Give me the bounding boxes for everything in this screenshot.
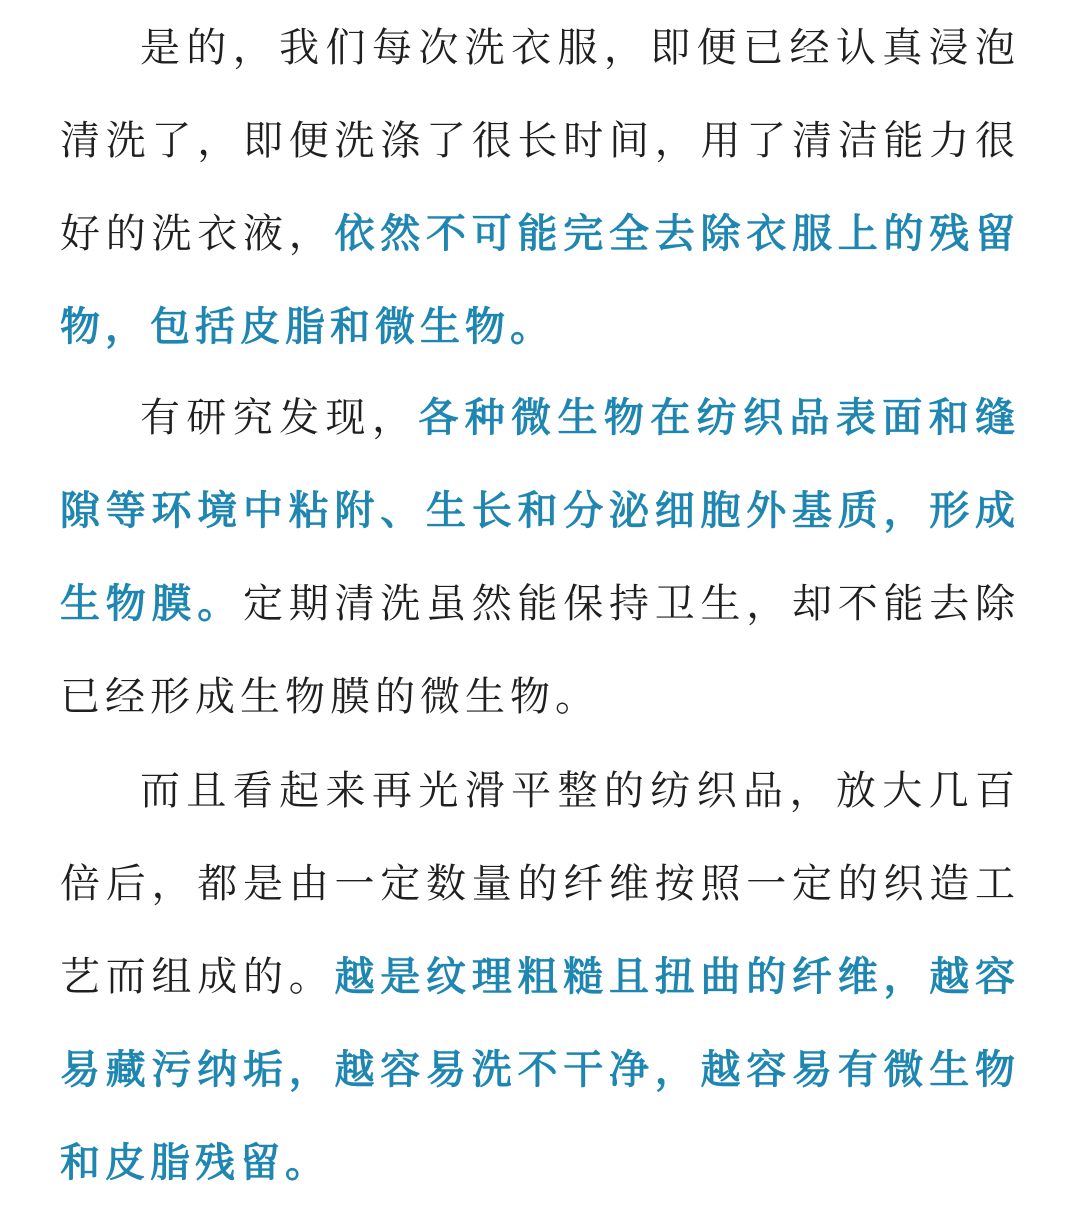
paragraph-fiber-texture: [60, 745, 1020, 1210]
paragraph-text: 是的，我们每次洗衣服，即便已经认真浸泡清洗了，即便洗涤了很长时间，用了清洁能力很好的洗衣液，: [60, 25, 1020, 257]
paragraph-text: 有研究发现，: [140, 395, 419, 441]
highlighted-text: 依然不可能完全去除衣服上的残留物，包括皮脂和微生物。: [60, 211, 1020, 350]
paragraph-laundry-residue: [60, 2, 1020, 374]
paragraph-text: 而且看起来再光滑平整的纺织品，放大几百倍后，都是由一定数量的纤维按照一定的织造工艺而组成的。: [60, 768, 1020, 1000]
paragraph-biofilm: [60, 372, 1020, 744]
paragraph-text: 定期清洗虽然能保持卫生，却不能去除已经形成生物膜的微生物。: [60, 581, 1020, 720]
highlighted-text: 越是纹理粗糙且扭曲的纤维，越容易藏污纳垢，越容易洗不干净，越容易有微生物和皮脂残留。: [60, 954, 1020, 1186]
highlighted-text: 各种微生物在纺织品表面和缝隙等环境中粘附、生长和分泌细胞外基质，形成生物膜。: [60, 395, 1021, 627]
